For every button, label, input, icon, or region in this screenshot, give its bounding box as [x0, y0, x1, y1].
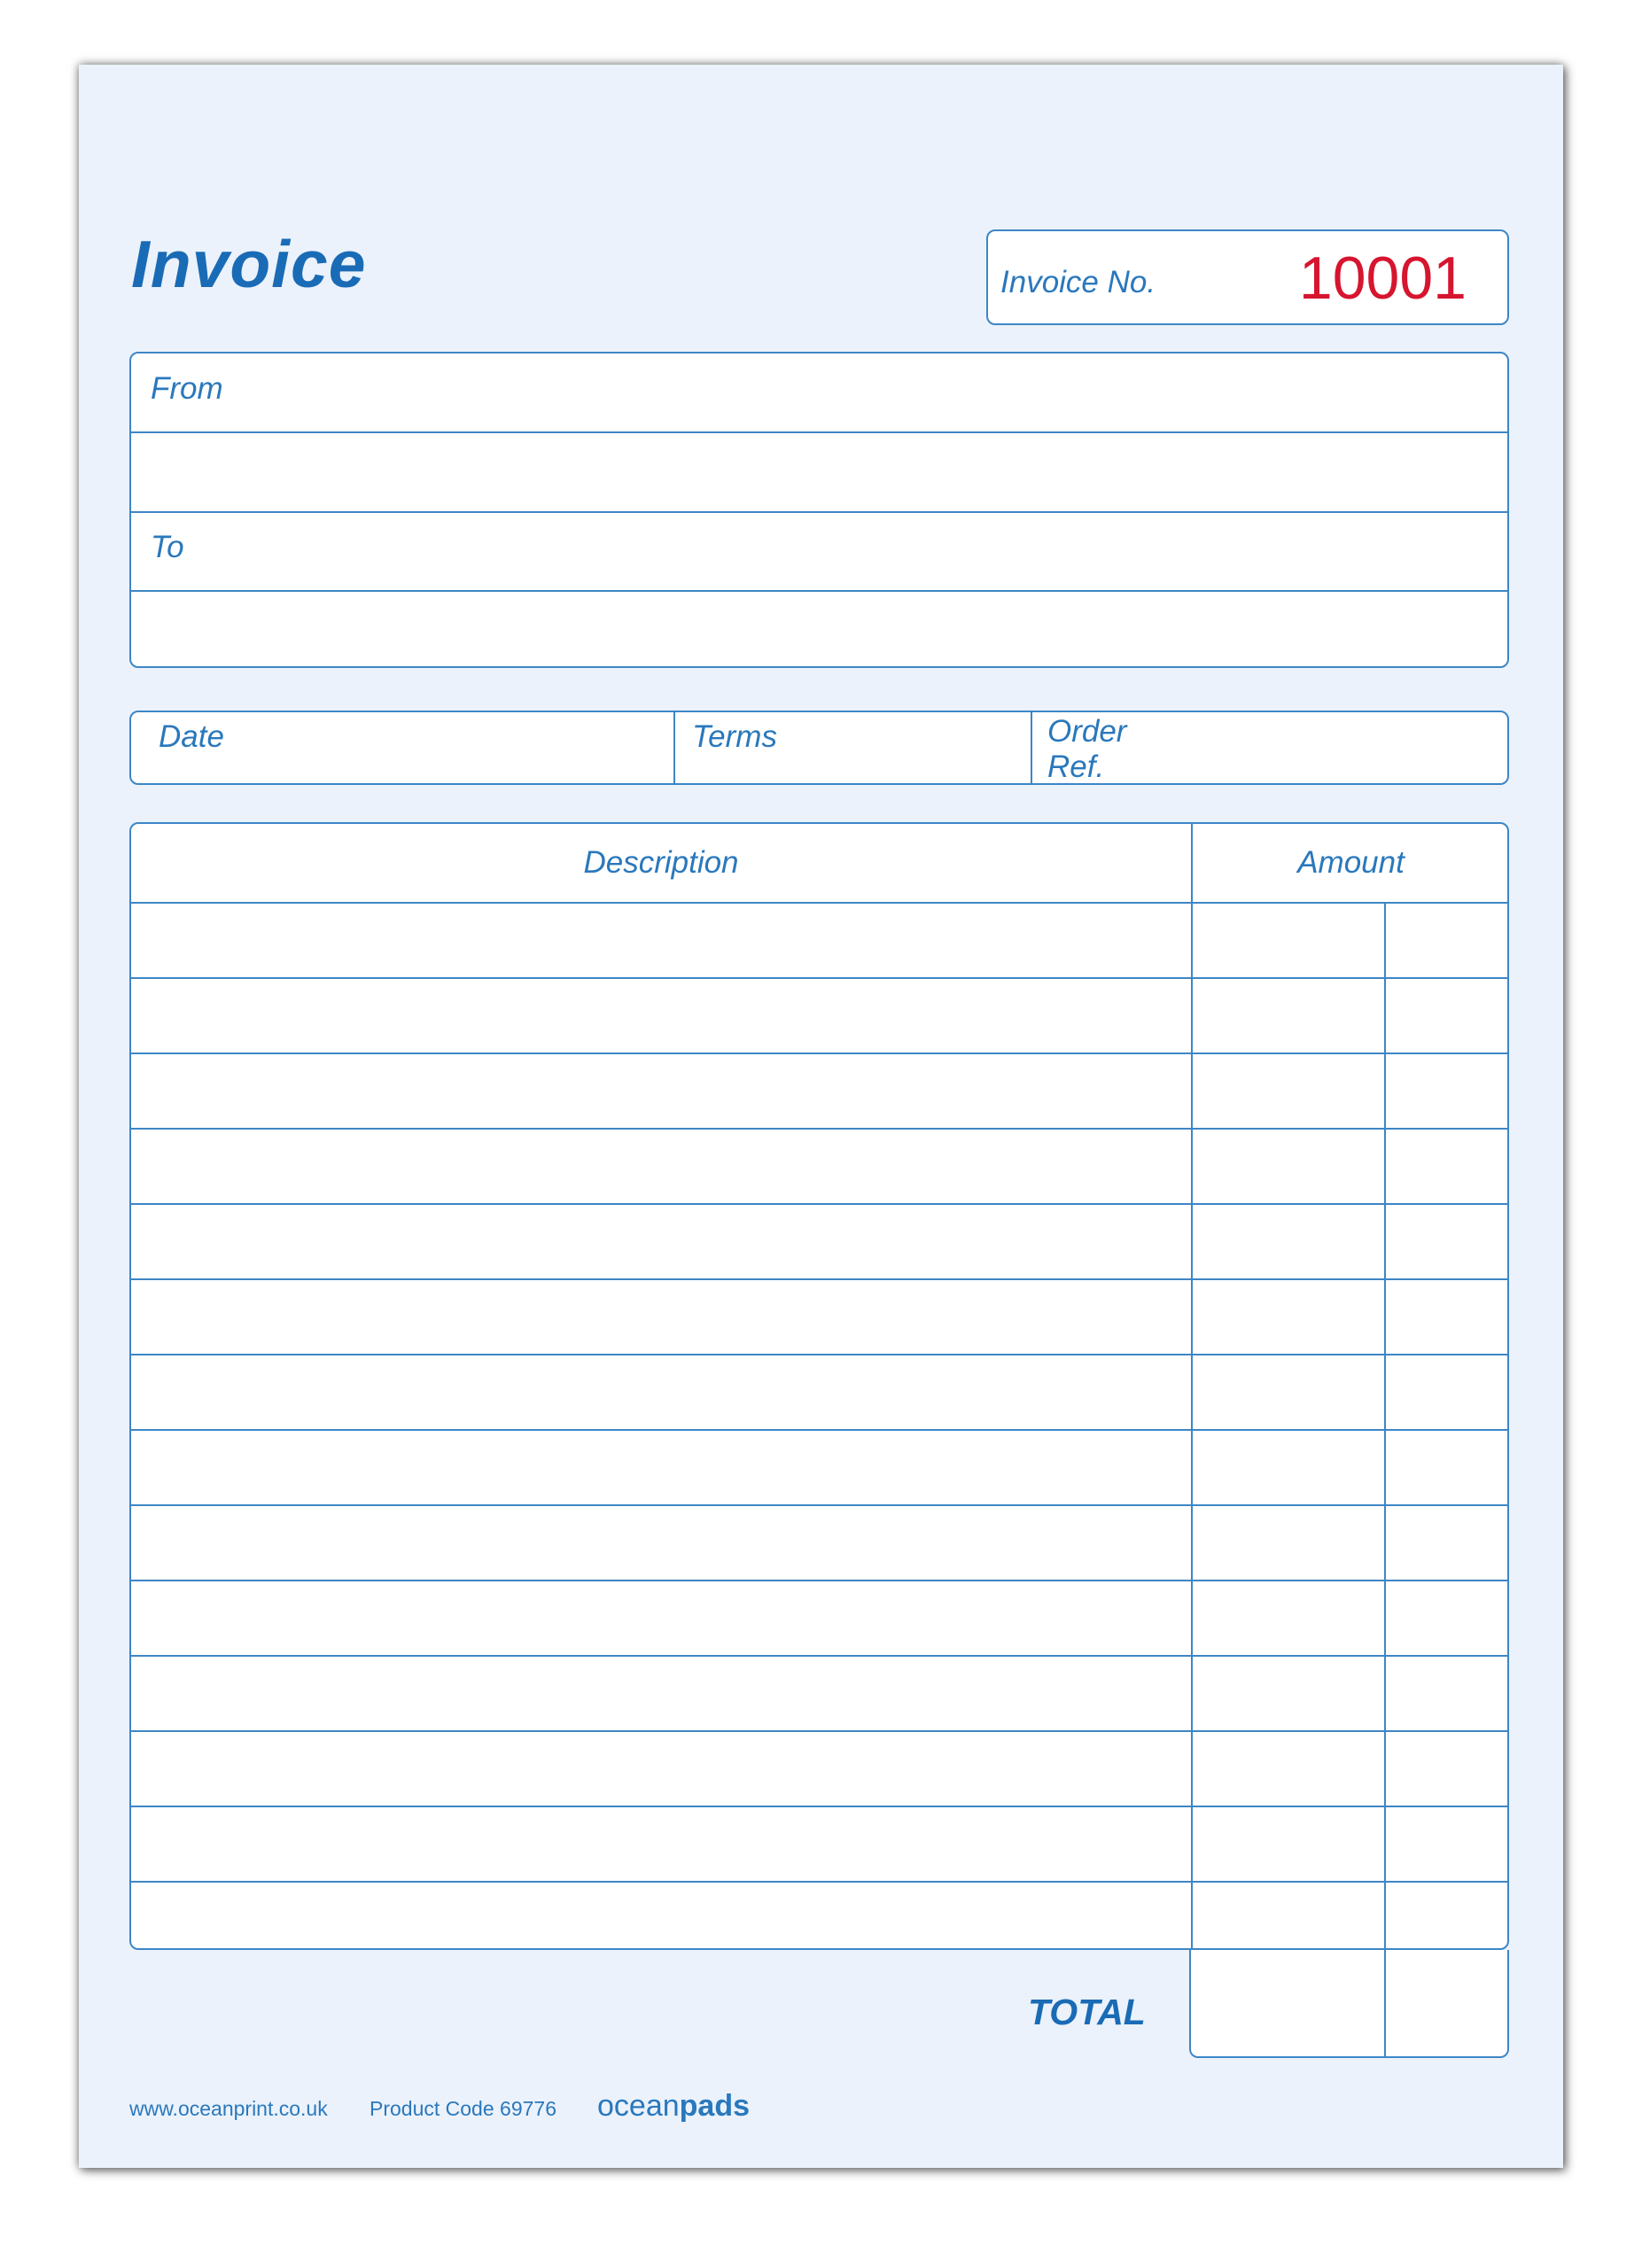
table-row-line — [131, 1429, 1507, 1431]
total-box — [1189, 1950, 1509, 2058]
table-row-line — [131, 1655, 1507, 1657]
address-block — [129, 352, 1509, 668]
footer-website: www.oceanprint.co.uk — [129, 2097, 328, 2120]
invoice-number-box — [986, 229, 1509, 325]
table-row-line — [131, 1730, 1507, 1732]
table-row-line — [131, 1203, 1507, 1205]
invoice-number-label: Invoice No. — [1000, 265, 1156, 299]
from-field-line-1 — [131, 431, 1507, 433]
table-row-line — [131, 1052, 1507, 1054]
table-row-line — [131, 1580, 1507, 1581]
table-row-line — [131, 1806, 1507, 1807]
order-ref-label-line-2: Ref. — [1047, 750, 1105, 784]
order-ref-label-line-1: Order — [1047, 714, 1127, 749]
from-field-line-2 — [131, 511, 1507, 513]
details-row — [129, 711, 1509, 785]
terms-label: Terms — [692, 719, 777, 754]
brand-logo-light: ocean — [597, 2089, 680, 2123]
description-header: Description — [583, 845, 739, 880]
total-pence-divider — [1384, 1950, 1386, 2056]
table-row-line — [131, 1881, 1507, 1883]
table-row-line — [131, 1504, 1507, 1506]
page-title: Invoice — [131, 227, 367, 301]
table-row-line — [131, 1128, 1507, 1130]
order-ref-label — [1047, 714, 1126, 785]
date-label: Date — [159, 719, 224, 754]
description-amount-divider — [1191, 824, 1193, 1948]
amount-header: Amount — [1297, 845, 1405, 880]
details-divider-2 — [1031, 712, 1032, 783]
total-label: TOTAL — [1028, 1992, 1146, 2032]
brand-logo — [597, 2089, 750, 2124]
to-field-line-1 — [131, 590, 1507, 592]
table-row-line — [131, 1278, 1507, 1280]
from-label: From — [151, 371, 223, 406]
details-divider-1 — [673, 712, 675, 783]
brand-logo-bold: pads — [679, 2089, 750, 2123]
footer-product-code: Product Code 69776 — [370, 2097, 556, 2120]
table-row-line — [131, 1354, 1507, 1355]
amount-pence-divider — [1384, 904, 1386, 1948]
invoice-number-value: 10001 — [1298, 245, 1467, 312]
header-row-line — [131, 902, 1507, 904]
table-row-line — [131, 977, 1507, 979]
to-label: To — [151, 530, 184, 564]
items-table — [129, 822, 1509, 1950]
